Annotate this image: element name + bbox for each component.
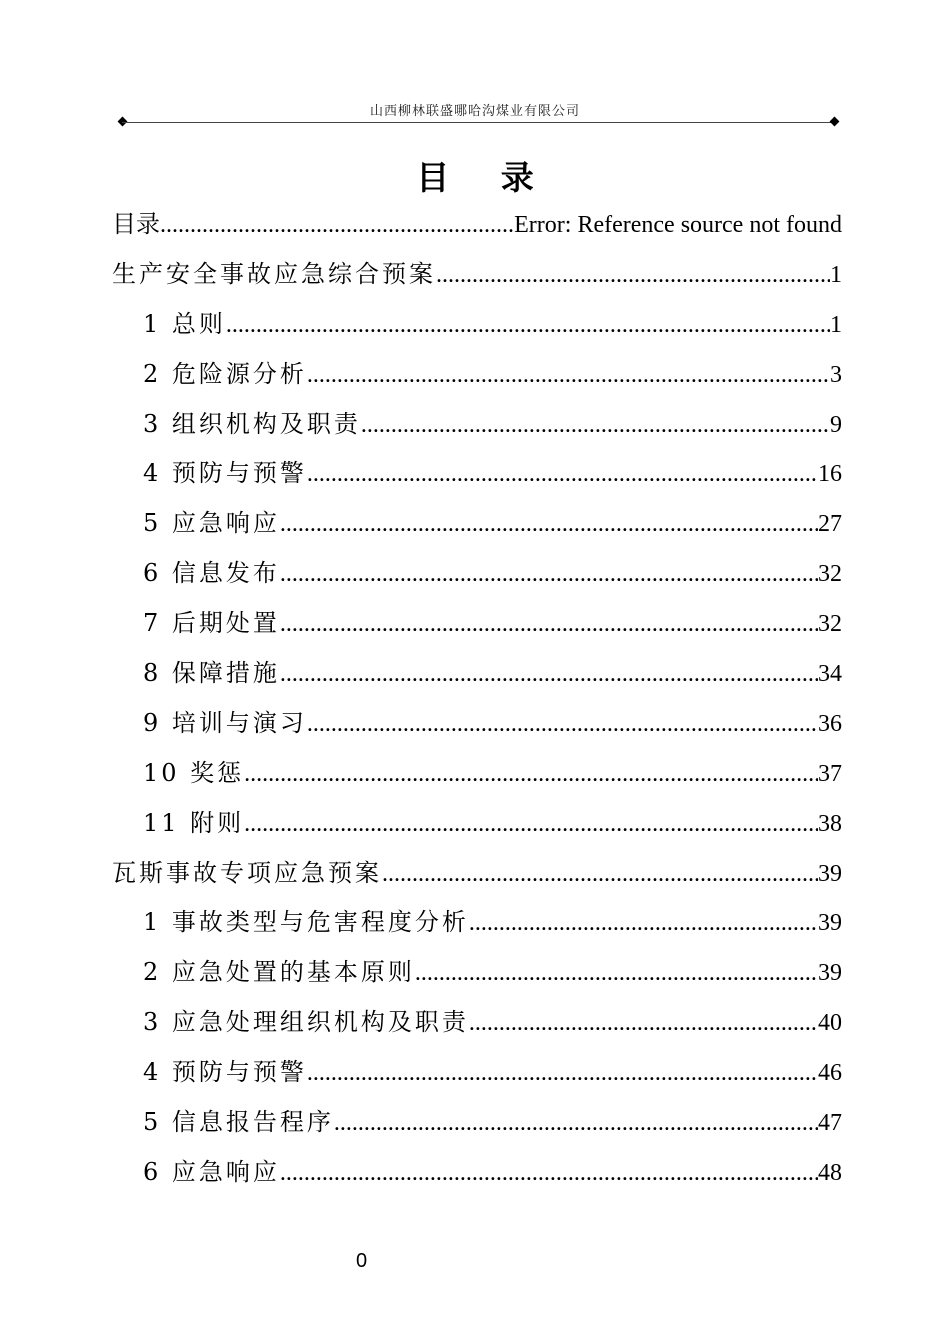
toc-dot-leader [415, 955, 818, 991]
toc-entry[interactable] [112, 755, 842, 805]
toc-dot-leader [307, 1055, 818, 1091]
toc-entry-page: 48 [818, 1159, 842, 1186]
toc-entry-page: 16 [818, 461, 842, 488]
toc-entry-page: 46 [818, 1060, 842, 1087]
toc-dot-leader [307, 456, 818, 492]
toc-entry[interactable] [112, 1104, 842, 1154]
toc-dot-leader [436, 257, 830, 293]
toc-entry-page: 3 [830, 361, 842, 388]
toc-entry-label: 5 应急响应 [143, 509, 280, 538]
table-of-contents [112, 206, 842, 1204]
toc-entry-page: 9 [830, 411, 842, 438]
toc-dot-leader [160, 207, 514, 243]
toc-entry-page: 32 [818, 611, 842, 638]
toc-entry-label: 9 培训与演习 [143, 708, 307, 737]
toc-entry-label: 8 保障措施 [143, 659, 280, 688]
toc-entry-label: 1 总则 [143, 309, 226, 338]
toc-dot-leader [280, 1155, 818, 1191]
toc-entry-page: 36 [818, 710, 842, 737]
page-title: 目 录 [416, 158, 554, 197]
toc-dot-leader [469, 905, 818, 941]
toc-dot-leader [280, 606, 818, 642]
toc-entry-label: 生产安全事故应急综合预案 [112, 259, 436, 288]
toc-dot-leader [244, 806, 818, 842]
toc-dot-leader [307, 706, 818, 742]
toc-entry-page: 32 [818, 561, 842, 588]
toc-entry[interactable] [112, 555, 842, 605]
toc-entry-label: 4 预防与预警 [143, 1058, 307, 1087]
toc-entry[interactable] [112, 605, 842, 655]
toc-entry[interactable] [112, 256, 842, 306]
toc-entry-page: 37 [818, 760, 842, 787]
toc-entry-page: Error: Reference source not found [514, 212, 842, 238]
toc-entry[interactable] [112, 904, 842, 954]
toc-entry[interactable] [112, 855, 842, 905]
toc-entry-label: 5 信息报告程序 [143, 1108, 334, 1137]
toc-entry-label: 6 应急响应 [143, 1157, 280, 1186]
toc-entry-label: 10 奖惩 [143, 758, 245, 787]
toc-entry[interactable] [112, 406, 842, 456]
header-rule [122, 122, 836, 123]
toc-entry-label: 2 危险源分析 [143, 359, 307, 388]
toc-entry-page: 1 [830, 261, 842, 288]
page-number: 0 [356, 1250, 368, 1272]
toc-entry-page: 40 [818, 1010, 842, 1037]
toc-entry[interactable] [112, 805, 842, 855]
toc-entry-label: 2 应急处置的基本原则 [143, 958, 415, 987]
toc-entry-label: 瓦斯事故专项应急预案 [112, 858, 382, 887]
toc-entry[interactable] [112, 455, 842, 505]
toc-entry-label: 3 应急处理组织机构及职责 [143, 1008, 469, 1037]
toc-entry[interactable] [112, 954, 842, 1004]
toc-entry[interactable] [112, 1154, 842, 1204]
toc-entry-page: 27 [818, 511, 842, 538]
toc-entry-page: 47 [818, 1110, 842, 1137]
toc-dot-leader [226, 307, 830, 343]
toc-dot-leader [334, 1105, 818, 1141]
toc-dot-leader [361, 407, 830, 443]
toc-entry-page: 39 [818, 910, 842, 937]
toc-entry-label: 1 事故类型与危害程度分析 [143, 908, 469, 937]
toc-entry[interactable] [112, 505, 842, 555]
toc-entry-page: 38 [818, 810, 842, 837]
toc-entry[interactable] [112, 206, 842, 256]
toc-dot-leader [307, 357, 830, 393]
toc-entry-label: 7 后期处置 [143, 609, 280, 638]
toc-entry[interactable] [112, 1004, 842, 1054]
toc-entry-page: 1 [830, 311, 842, 338]
toc-dot-leader [382, 856, 818, 892]
toc-entry-label: 目录 [112, 210, 160, 238]
toc-dot-leader [469, 1005, 818, 1041]
toc-entry-label: 4 预防与预警 [143, 459, 307, 488]
toc-dot-leader [280, 556, 818, 592]
toc-entry-label: 3 组织机构及职责 [143, 409, 361, 438]
toc-entry-label: 6 信息发布 [143, 559, 280, 588]
toc-entry-label: 11 附则 [143, 808, 245, 837]
toc-dot-leader [280, 506, 818, 542]
header-company-name: 山西柳林联盛哪哈沟煤业有限公司 [369, 104, 580, 119]
toc-dot-leader [280, 656, 818, 692]
toc-entry[interactable] [112, 1054, 842, 1104]
toc-entry-page: 34 [818, 661, 842, 688]
toc-entry[interactable] [112, 655, 842, 705]
toc-entry-page: 39 [818, 960, 842, 987]
toc-entry-page: 39 [818, 860, 842, 887]
toc-entry[interactable] [112, 306, 842, 356]
toc-dot-leader [244, 756, 818, 792]
toc-entry[interactable] [112, 705, 842, 755]
toc-entry[interactable] [112, 356, 842, 406]
